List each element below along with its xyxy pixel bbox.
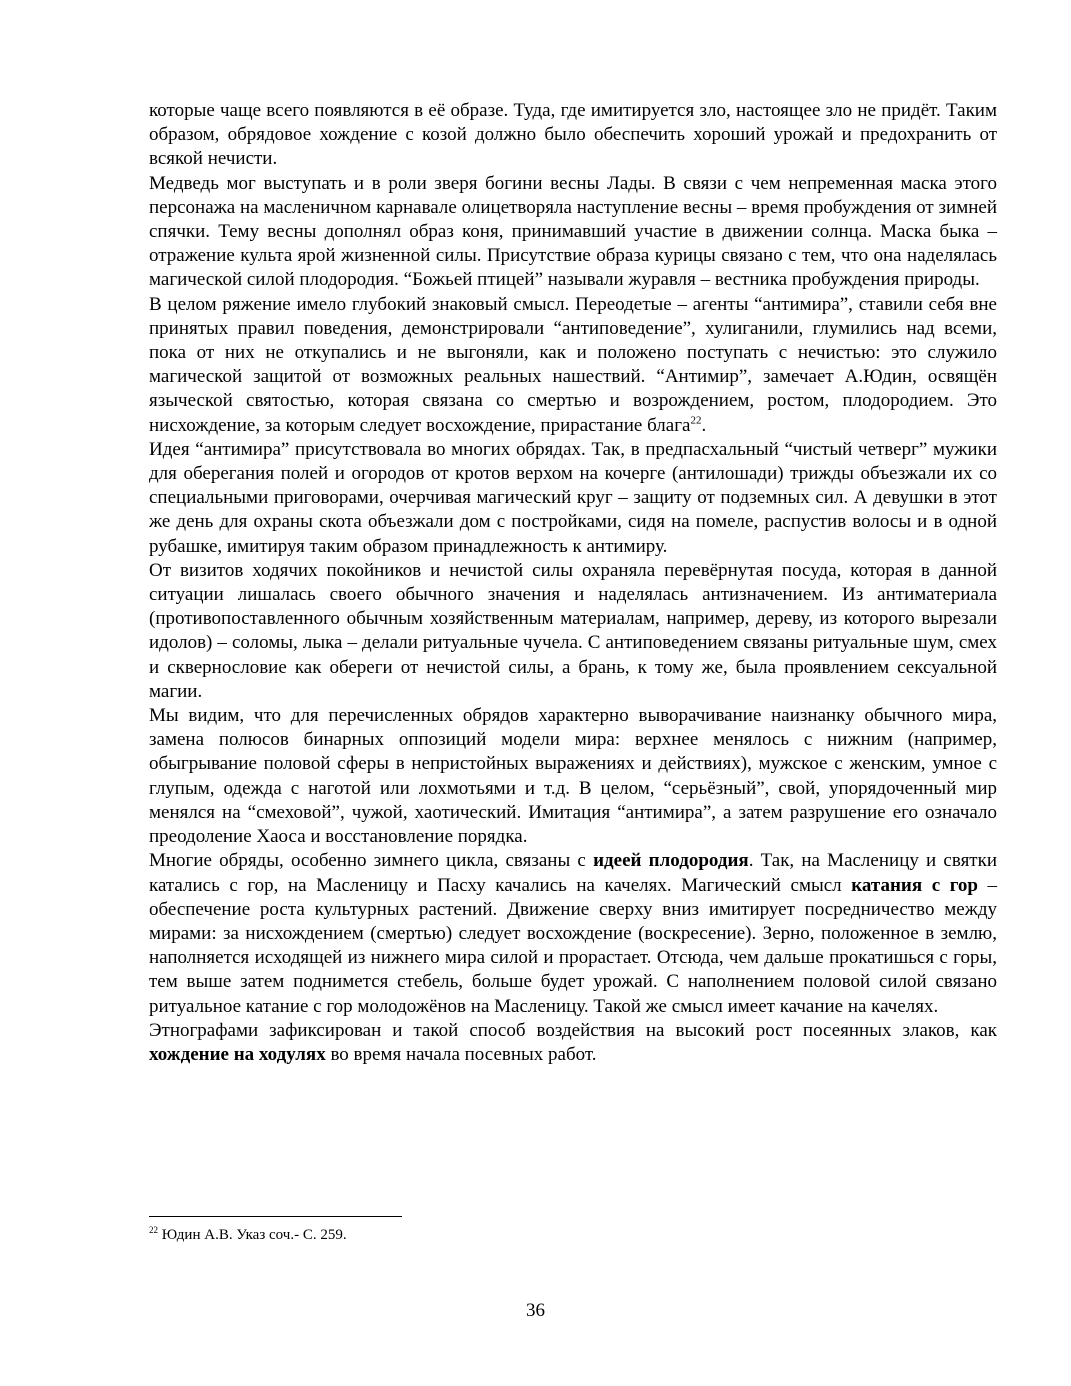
paragraph-antiworld (149, 438, 997, 559)
footnote-number: 22 (149, 1225, 158, 1235)
paragraph-inversion (149, 704, 997, 849)
paragraph-mummery (149, 293, 997, 438)
paragraph-text: – обеспечение роста культурных растений. Движение сверху вниз имитирует посредничество между мирами: за нисхождением (смертью) следует восхождение (воскресение). Зерно, положенное в землю, наполняется исходящей из нижнего мира силой и прорастает. Отсюда, чем дальше прокатишься с горы, тем выше затем поднимется стебель, больше будет урожай. С наполнением половой силой связано ритуальное катание с гор молодожёнов на Масленицу. Такой же смысл имеет качание на качелях. (149, 874, 998, 1017)
paragraph-text: во время начала посевных работ. (325, 1043, 597, 1065)
paragraph-text: которые чаще всего появляются в её образе. Туда, где имитируется зло, настоящее зло не придёт. Таким образом, обрядовое хождение с козой должно было обеспечить хороший урожай и предохранить от всякой нечисти. (149, 100, 997, 170)
paragraph-text: От визитов ходячих покойников и нечистой силы охраняла перевёрнутая посуда, которая в данной ситуации лишалась своего обычного значения и наделялась антизначением. Из антиматериала (противопоставленного обычным хозяйственным материалам, например, дереву, из которого вырезали идолов) – соломы, лыка – делали ритуальные чучела. С антиповедением связаны ритуальные шум, смех и сквернословие как обереги от нечистой силы, а брань, к тому же, была проявлением сексуальной магии. (149, 559, 997, 702)
paragraph-text: . (701, 414, 707, 436)
page-number: 36 (526, 1300, 545, 1321)
paragraph-text: Этнографами зафиксирован и такой способ воздействия на высокий рост посеянных злаков, как (149, 1019, 997, 1041)
paragraph-text: Многие обряды, особенно зимнего цикла, связаны с (149, 850, 594, 872)
bold-term: катания с гор (851, 874, 978, 896)
footnote-text: Юдин А.В. Указ соч.- С. 259. (158, 1227, 347, 1243)
page-body (149, 99, 997, 1067)
paragraph-stilts (149, 1019, 997, 1067)
footnote-separator (149, 1216, 402, 1217)
bold-term: хождение на ходулях (149, 1043, 326, 1065)
footnote (149, 1226, 347, 1244)
paragraph-text: Мы видим, что для перечисленных обрядов характерно выворачивание наизнанку обычного мира, замена полюсов бинарных оппозиций модели мира: верхнее менялось с нижним (например, обыгрывание половой сферы в непристойных выражениях и действиях), мужское с женским, умное с глупым, одежда с наготой или лохмотьями и т.д. В целом, “серьёзный”, свой, упорядоченный мир менялся на “смеховой”, чужой, хаотический. Имитация “антимира”, а затем разрушение его означало преодоление Хаоса и восстановление порядка. (149, 705, 997, 848)
paragraph-fertility (149, 849, 997, 1018)
footnote-ref[interactable]: 22 (690, 414, 702, 427)
paragraph-text: Идея “антимира” присутствовала во многих обрядах. Так, в предпасхальный “чистый четверг” мужики для оберегания полей и огородов от кротов верхом на кочерге (антилошади) трижды объезжали их со специальными приговорами, очерчивая магический круг – защиту от подземных сил. А девушки в этот же день для охраны скота объезжали дом с постройками, сидя на помеле, распустив волосы и в одной рубашке, имитируя таким образом принадлежность к антимиру. (149, 438, 997, 557)
paragraph-text: . Так, на Масленицу и святки катались с гор, на Масленицу и Пасху качались на качелях. Магический смысл (149, 850, 998, 896)
bold-term: идеей плодородия (593, 850, 749, 872)
paragraph-bear (149, 172, 997, 293)
paragraph-overturned-dishes (149, 559, 997, 704)
paragraph-text: Медведь мог выступать и в роли зверя богини весны Лады. В связи с чем непременная маска этого персонажа на масленичном карнавале олицетворяла наступление весны – время пробуждения от зимней спячки. Тему весны дополнял образ коня, принимавший участие в движении солнца. Маска быка – отражение культа ярой жизненной силы. Присутствие образа курицы связано с тем, что она наделялась магической силой плодородия. “Божьей птицей” называли журавля – вестника пробуждения природы. (149, 172, 997, 291)
paragraph-text: В целом ряжение имело глубокий знаковый смысл. Переодетые – агенты “антимира”, ставили себя вне принятых правил поведения, демонстрировали “антиповедение”, хулиганили, глумились над всеми, пока от них не откупались и не выгоняли, как и положено поступать с нечистью: это служило магической защитой от возможных реальных нашествий. “Антимир”, замечает А.Юдин, освящён языческой святостью, которая связана со смертью и возрождением, ростом, плодородием. Это нисхождение, за которым следует восхождение, прирастание блага (149, 293, 997, 436)
paragraph-goat (149, 99, 997, 172)
